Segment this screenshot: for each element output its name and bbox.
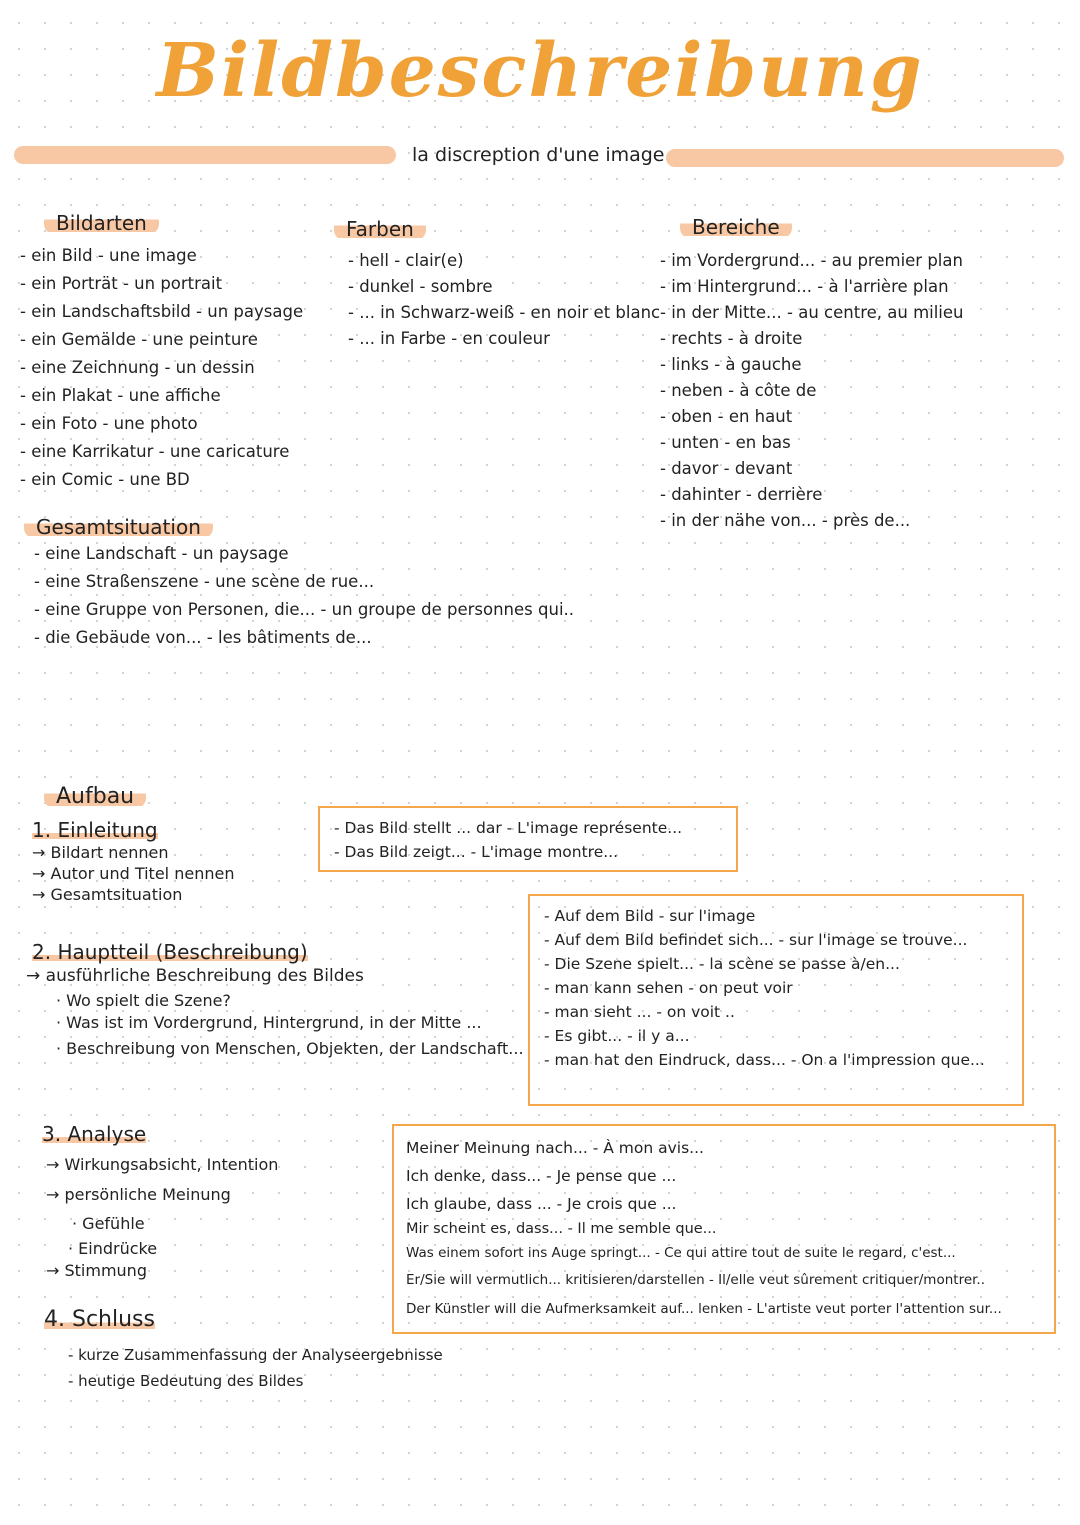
- list-item: - eine Straßenszene - une scène de rue...: [34, 572, 375, 591]
- list-item: - eine Karrikatur - une caricature: [20, 442, 290, 461]
- list-item: - heutige Bedeutung des Bildes: [68, 1372, 304, 1390]
- einleitung-title-text: 1. Einleitung: [32, 818, 158, 842]
- hauptteil-title-text: 2. Hauptteil (Beschreibung): [32, 940, 308, 964]
- list-item: · Was ist im Vordergrund, Hintergrund, in der Mitte ...: [56, 1013, 482, 1032]
- list-item: - die Gebäude von... - les bâtiments de...: [34, 628, 372, 647]
- farben-heading: Farben: [334, 218, 426, 240]
- gesamtsituation-heading: Gesamtsituation: [24, 516, 213, 538]
- list-item: - ein Foto - une photo: [20, 414, 198, 433]
- aufbau-heading: Aufbau: [44, 786, 146, 808]
- list-item: - ... in Schwarz-weiß - en noir et blanc: [348, 303, 661, 322]
- analyse-points: [46, 1150, 278, 1282]
- list-item: - hell - clair(e): [348, 251, 464, 270]
- phrase-row: Mir scheint es, dass... - Il me semble que...: [406, 1221, 717, 1237]
- list-item: · Gefühle: [72, 1214, 145, 1233]
- phrase-row: - Das Bild zeigt... - L'image montre...: [334, 843, 619, 861]
- analyse-title-text: 3. Analyse: [42, 1122, 147, 1146]
- list-item: - unten - en bas: [660, 433, 791, 452]
- analyse-phrases-box: [392, 1124, 1056, 1334]
- list-item: - im Hintergrund... - à l'arrière plan: [660, 277, 949, 296]
- list-item: - neben - à côte de: [660, 381, 817, 400]
- phrase-row: - man kann sehen - on peut voir: [544, 979, 793, 997]
- phrase-row: Meiner Meinung nach... - À mon avis...: [406, 1139, 704, 1157]
- phrase-row: Er/Sie will vermutlich... kritisieren/darstellen - Il/elle veut sûrement critiquer/montrer..: [406, 1272, 986, 1288]
- schluss-points: [68, 1342, 443, 1394]
- phrase-row: Der Künstler will die Aufmerksamkeit auf... lenken - L'artiste veut porter l'attention sur...: [406, 1301, 1002, 1317]
- phrase-row: Ich denke, dass... - Je pense que ...: [406, 1167, 677, 1185]
- title-bar-left: [14, 146, 396, 164]
- list-item: - kurze Zusammenfassung der Analyseergebnisse: [68, 1346, 443, 1364]
- phrase-row: - Auf dem Bild - sur l'image: [544, 907, 756, 925]
- list-item: - eine Gruppe von Personen, die... - un groupe de personnes qui..: [34, 600, 575, 619]
- einleitung-title: [32, 818, 158, 842]
- list-item: - davor - devant: [660, 459, 793, 478]
- list-item: - in der nähe von... - près de...: [660, 511, 911, 530]
- list-item: - ein Bild - une image: [20, 246, 197, 265]
- list-item: - dunkel - sombre: [348, 277, 493, 296]
- phrase-row: - Es gibt... - il y a...: [544, 1027, 690, 1045]
- list-item: - rechts - à droite: [660, 329, 803, 348]
- hauptteil-point: → ausführliche Beschreibung des Bildes: [26, 966, 364, 986]
- list-item: - ein Plakat - une affiche: [20, 386, 221, 405]
- list-item: → Wirkungsabsicht, Intention: [46, 1155, 279, 1174]
- phrase-row: - man hat den Eindruck, dass... - On a l'impression que...: [544, 1051, 985, 1069]
- schluss-title: [44, 1308, 155, 1332]
- phrase-row: - Auf dem Bild befindet sich... - sur l'image se trouve...: [544, 931, 968, 949]
- phrase-row: - Die Szene spielt... - la scène se passe à/en...: [544, 955, 900, 973]
- bildarten-heading: Bildarten: [44, 212, 159, 234]
- list-item: → Autor und Titel nennen: [32, 864, 235, 883]
- phrase-row: Ich glaube, dass ... - Je crois que ...: [406, 1195, 677, 1213]
- hauptteil-title: [32, 940, 308, 964]
- analyse-title: [42, 1122, 146, 1146]
- page-title: Bildbeschreibung: [156, 28, 924, 114]
- list-item: → persönliche Meinung: [46, 1185, 231, 1204]
- einleitung-phrases-box: [318, 806, 738, 872]
- einleitung-points: [32, 842, 234, 905]
- bildarten-list: [20, 242, 303, 494]
- list-item: - eine Zeichnung - un dessin: [20, 358, 255, 377]
- farben-list: [348, 248, 660, 352]
- phrase-row: Was einem sofort ins Auge springt... - Ce qui attire tout de suite le regard, c'est...: [406, 1245, 956, 1261]
- list-item: - ein Comic - une BD: [20, 470, 190, 489]
- list-item: - ... in Farbe - en couleur: [348, 329, 550, 348]
- list-item: · Beschreibung von Menschen, Objekten, der Landschaft...: [56, 1039, 524, 1058]
- title-bar-right: [666, 149, 1064, 167]
- gesamtsituation-list: [34, 540, 574, 652]
- list-item: - eine Landschaft - un paysage: [34, 544, 289, 563]
- list-item: - ein Porträt - un portrait: [20, 274, 223, 293]
- list-item: - links - à gauche: [660, 355, 802, 374]
- list-item: → Gesamtsituation: [32, 885, 183, 904]
- phrase-row: - man sieht ... - on voit ..: [544, 1003, 735, 1021]
- hauptteil-phrases-box: [528, 894, 1024, 1106]
- list-item: - im Vordergrund... - au premier plan: [660, 251, 963, 270]
- list-item: → Stimmung: [46, 1261, 147, 1280]
- list-item: - dahinter - derrière: [660, 485, 823, 504]
- list-item: · Eindrücke: [68, 1239, 158, 1258]
- list-item: - oben - en haut: [660, 407, 793, 426]
- list-item: · Wo spielt die Szene?: [56, 991, 231, 1010]
- list-item: - ein Gemälde - une peinture: [20, 330, 258, 349]
- list-item: - ein Landschaftsbild - un paysage: [20, 302, 304, 321]
- list-item: - in der Mitte... - au centre, au milieu: [660, 303, 964, 322]
- page-subtitle: la discreption d'une image: [412, 144, 665, 166]
- phrase-row: - Das Bild stellt ... dar - L'image représente...: [334, 819, 683, 837]
- schluss-title-text: 4. Schluss: [44, 1307, 155, 1332]
- bereiche-heading: Bereiche: [680, 216, 792, 238]
- hauptteil-subpoints: [56, 990, 524, 1064]
- bereiche-list: [660, 248, 964, 534]
- list-item: → Bildart nennen: [32, 843, 169, 862]
